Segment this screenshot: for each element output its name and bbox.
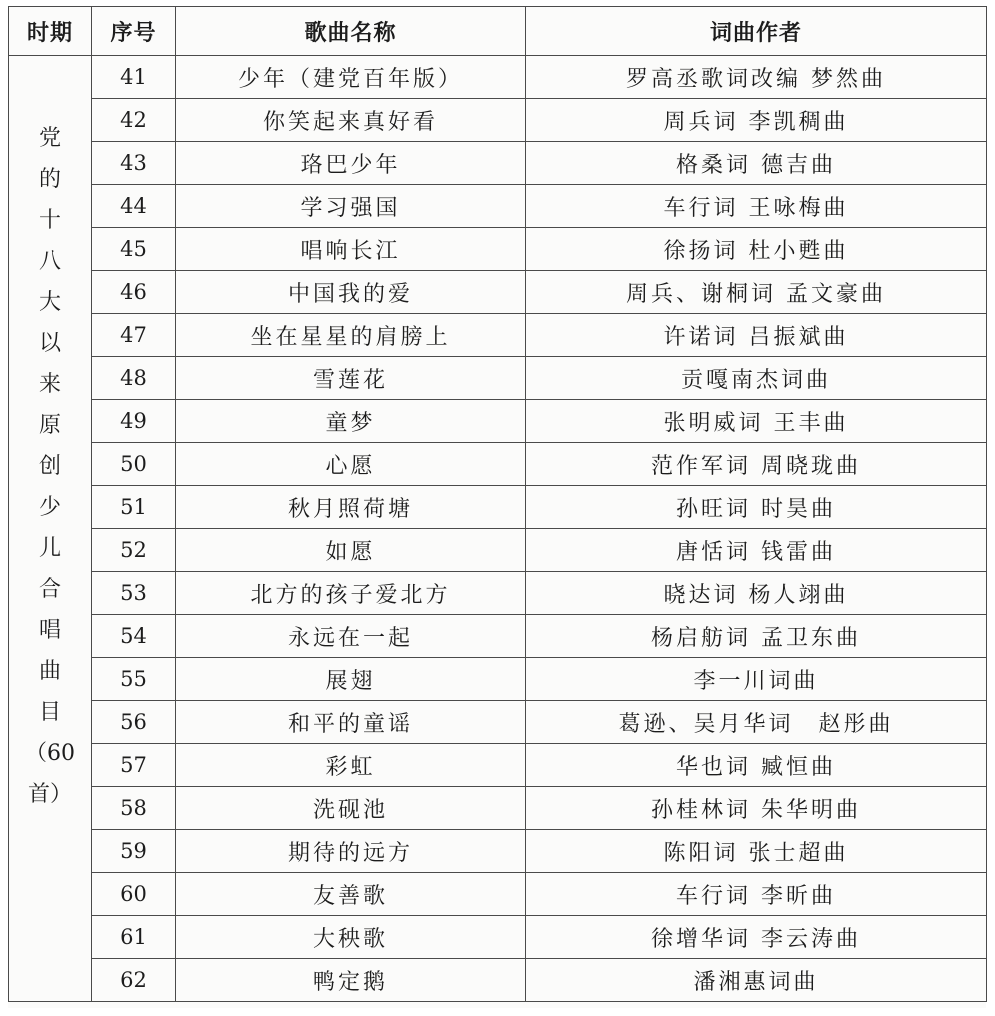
- table-row: [9, 185, 987, 228]
- song-authors: 车行词 李昕曲: [526, 873, 987, 916]
- song-number: 48: [92, 357, 176, 400]
- period-char: 曲: [38, 659, 61, 684]
- song-number: 54: [92, 615, 176, 658]
- song-authors: 张明威词 王丰曲: [526, 400, 987, 443]
- song-title: 彩虹: [176, 744, 526, 787]
- table-row: [9, 658, 987, 701]
- table-row: [9, 443, 987, 486]
- song-number: 56: [92, 701, 176, 744]
- table-row: [9, 572, 987, 615]
- table-row: [9, 615, 987, 658]
- song-title: 学习强国: [176, 185, 526, 228]
- song-table: [8, 6, 987, 1002]
- song-authors: 徐增华词 李云涛曲: [526, 916, 987, 959]
- song-title: 如愿: [176, 529, 526, 572]
- song-number: 46: [92, 271, 176, 314]
- song-authors: 贡嘎南杰词曲: [526, 357, 987, 400]
- period-char: 少: [38, 495, 61, 520]
- period-char: 以: [38, 331, 61, 356]
- header-number: 序号: [92, 7, 176, 56]
- song-authors: 葛逊、吴月华词 赵彤曲: [526, 701, 987, 744]
- song-title: 友善歌: [176, 873, 526, 916]
- song-number: 62: [92, 959, 176, 1002]
- table-body: [9, 56, 987, 1002]
- song-number: 44: [92, 185, 176, 228]
- period-char: 唱: [38, 618, 61, 643]
- header-authors: 词曲作者: [526, 7, 987, 56]
- period-char: 合: [38, 577, 61, 602]
- table-row: [9, 400, 987, 443]
- song-authors: 徐扬词 杜小甦曲: [526, 228, 987, 271]
- song-title: 珞巴少年: [176, 142, 526, 185]
- song-authors: 周兵、谢桐词 孟文豪曲: [526, 271, 987, 314]
- song-number: 45: [92, 228, 176, 271]
- period-char: 儿: [38, 536, 61, 561]
- table-row: [9, 99, 987, 142]
- table-row: [9, 357, 987, 400]
- song-title: 展翅: [176, 658, 526, 701]
- table-row: [9, 959, 987, 1002]
- song-authors: 孙旺词 时昊曲: [526, 486, 987, 529]
- table-row: [9, 56, 987, 99]
- song-title: 大秧歌: [176, 916, 526, 959]
- song-title: 唱响长江: [176, 228, 526, 271]
- song-title: 洗砚池: [176, 787, 526, 830]
- table-row: [9, 744, 987, 787]
- header-period: 时期: [9, 7, 92, 56]
- song-title: 童梦: [176, 400, 526, 443]
- song-authors: 孙桂林词 朱华明曲: [526, 787, 987, 830]
- table-row: [9, 142, 987, 185]
- song-title: 少年（建党百年版）: [176, 56, 526, 99]
- song-number: 50: [92, 443, 176, 486]
- period-char: 的: [38, 167, 61, 192]
- song-authors: 潘湘惠词曲: [526, 959, 987, 1002]
- table-row: [9, 787, 987, 830]
- song-title: 秋月照荷塘: [176, 486, 526, 529]
- song-list-sheet: [8, 6, 986, 1008]
- song-number: 51: [92, 486, 176, 529]
- song-number: 58: [92, 787, 176, 830]
- table-row: [9, 830, 987, 873]
- period-char: （60: [25, 741, 75, 766]
- header-song-title: 歌曲名称: [176, 7, 526, 56]
- table-row: [9, 701, 987, 744]
- song-title: 雪莲花: [176, 357, 526, 400]
- period-char: 首）: [27, 782, 72, 807]
- song-authors: 陈阳词 张士超曲: [526, 830, 987, 873]
- period-char: 大: [38, 290, 61, 315]
- song-title: 永远在一起: [176, 615, 526, 658]
- song-number: 55: [92, 658, 176, 701]
- song-number: 52: [92, 529, 176, 572]
- song-authors: 格桑词 德吉曲: [526, 142, 987, 185]
- song-authors: 罗高丞歌词改编 梦然曲: [526, 56, 987, 99]
- table-row: [9, 228, 987, 271]
- song-number: 47: [92, 314, 176, 357]
- period-char: 原: [38, 413, 61, 438]
- song-number: 53: [92, 572, 176, 615]
- song-number: 42: [92, 99, 176, 142]
- table-row: [9, 529, 987, 572]
- header-row: [9, 7, 987, 56]
- song-title: 鸭定鹅: [176, 959, 526, 1002]
- song-title: 中国我的爱: [176, 271, 526, 314]
- song-authors: 华也词 臧恒曲: [526, 744, 987, 787]
- table-row: [9, 873, 987, 916]
- song-title: 心愿: [176, 443, 526, 486]
- song-authors: 范作军词 周晓珑曲: [526, 443, 987, 486]
- period-char: 党: [38, 126, 61, 151]
- song-title: 你笑起来真好看: [176, 99, 526, 142]
- song-authors: 李一川词曲: [526, 658, 987, 701]
- song-title: 和平的童谣: [176, 701, 526, 744]
- period-cell: [9, 56, 92, 1002]
- table-row: [9, 271, 987, 314]
- song-number: 61: [92, 916, 176, 959]
- song-authors: 许诺词 吕振斌曲: [526, 314, 987, 357]
- table-row: [9, 916, 987, 959]
- song-authors: 车行词 王咏梅曲: [526, 185, 987, 228]
- period-char: 目: [38, 700, 61, 725]
- period-char: 来: [38, 372, 61, 397]
- song-authors: 晓达词 杨人翊曲: [526, 572, 987, 615]
- song-authors: 周兵词 李凯稠曲: [526, 99, 987, 142]
- period-char: 十: [38, 208, 61, 233]
- song-number: 57: [92, 744, 176, 787]
- song-number: 41: [92, 56, 176, 99]
- song-number: 60: [92, 873, 176, 916]
- song-number: 49: [92, 400, 176, 443]
- song-authors: 唐恬词 钱雷曲: [526, 529, 987, 572]
- song-title: 期待的远方: [176, 830, 526, 873]
- table-row: [9, 314, 987, 357]
- period-char: 八: [38, 249, 61, 274]
- song-title: 北方的孩子爱北方: [176, 572, 526, 615]
- song-authors: 杨启舫词 孟卫东曲: [526, 615, 987, 658]
- table-row: [9, 486, 987, 529]
- song-title: 坐在星星的肩膀上: [176, 314, 526, 357]
- period-char: 创: [38, 454, 61, 479]
- song-number: 43: [92, 142, 176, 185]
- song-number: 59: [92, 830, 176, 873]
